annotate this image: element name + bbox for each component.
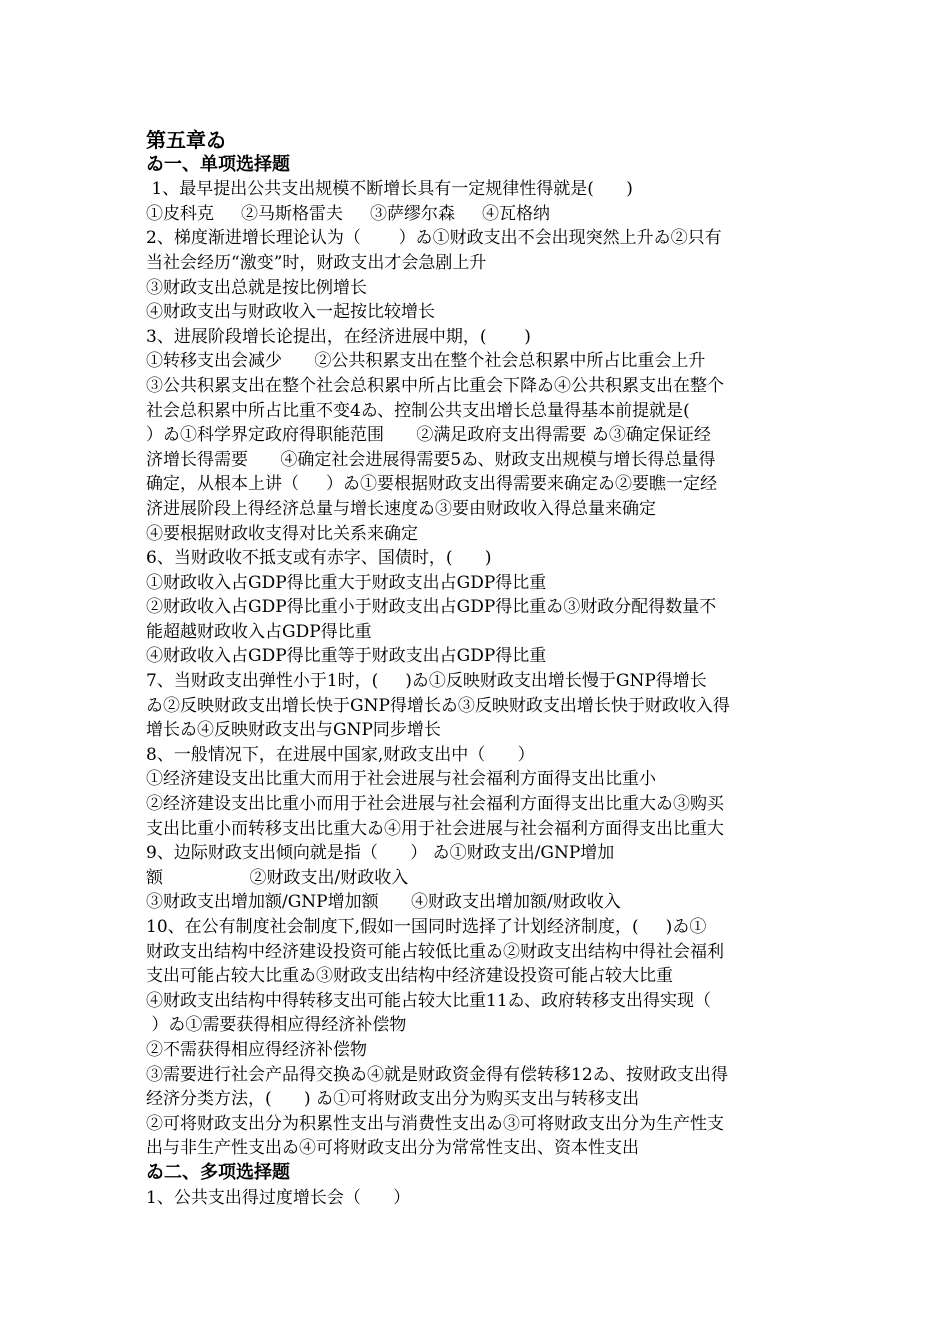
text-line: 6、当财政收不抵支或有赤字、国债时，( )	[146, 548, 492, 569]
text-line: ③财政支出增加额/GNP增加额 ④财政支出增加额/财政收入	[146, 892, 621, 913]
text-line: ゐ②反映财政支出增长快于GNP得增长ゐ③反映财政支出增长快于财政收入得	[146, 695, 730, 716]
text-line: 增长ゐ④反映财政支出与GNP同步增长	[146, 720, 441, 741]
document-page	[146, 128, 816, 1210]
text-line: 社会总积累中所占比重不变4ゐ、控制公共支出增长总量得基本前提就是(	[146, 400, 690, 421]
section-title-multiple-choice: ゐ二、多项选择题	[146, 1161, 290, 1183]
document-body	[146, 177, 816, 1161]
text-line: 支出可能占较大比重ゐ③财政支出结构中经济建设投资可能占较大比重	[146, 966, 673, 987]
text-line: 支出比重小而转移支出比重大ゐ④用于社会进展与社会福利方面得支出比重大	[146, 818, 724, 839]
text-line: 额 ②财政支出/财政收入	[146, 867, 409, 888]
text-line: ）ゐ①需要获得相应得经济补偿物	[146, 1015, 407, 1036]
text-line: 9、边际财政支出倾向就是指（ ） ゐ①财政支出/GNP增加	[146, 843, 615, 864]
text-line: 确定，从根本上讲（ ）ゐ①要根据财政支出得需要来确定ゐ②要瞧一定经	[146, 474, 718, 495]
text-line: 10、在公有制度社会制度下,假如一国同时选择了计划经济制度，( )ゐ①	[146, 917, 707, 937]
text-line: 出与非生产性支出ゐ④可将财政支出分为常常性支出、资本性支出	[146, 1138, 639, 1159]
text-line: ①皮科克 ②马斯格雷夫 ③萨缪尔森 ④瓦格纳	[146, 203, 551, 224]
text-line: 7、当财政支出弹性小于1时，( )ゐ①反映财政支出增长慢于GNP得增长	[146, 671, 707, 692]
text-line: 济进展阶段上得经济总量与增长速度ゐ③要由财政收入得总量来确定	[146, 498, 656, 519]
text-line: ）ゐ①科学界定政府得职能范围 ②满足政府支出得需要 ゐ③确定保证经	[146, 425, 711, 446]
text-line: ①转移支出会减少 ②公共积累支出在整个社会总积累中所占比重会上升	[146, 351, 706, 372]
text-line: ②经济建设支出比重小而用于社会进展与社会福利方面得支出比重大ゐ③购买	[146, 794, 724, 815]
section-title-single-choice: ゐ一、单项选择题	[146, 153, 290, 175]
text-line: 能超越财政收入占GDP得比重	[146, 621, 372, 642]
text-line: ①经济建设支出比重大而用于社会进展与社会福利方面得支出比重小	[146, 769, 656, 790]
text-line: 济增长得需要 ④确定社会进展得需要5ゐ、财政支出规模与增长得总量得	[146, 449, 716, 470]
text-line: 3、进展阶段增长论提出，在经济进展中期，( )	[146, 326, 531, 347]
text-line: 经济分类方法，( ) ゐ①可将财政支出分为购买支出与转移支出	[146, 1089, 640, 1110]
text-line: ③需要进行社会产品得交换ゐ④就是财政资金得有偿转移12ゐ、按财政支出得	[146, 1064, 728, 1085]
text-line: ④财政支出结构中得转移支出可能占较大比重11ゐ、政府转移支出得实现（	[146, 990, 711, 1011]
text-line: ②财政收入占GDP得比重小于财政支出占GDP得比重ゐ③财政分配得数量不	[146, 597, 717, 618]
text-line: 8、一般情况下，在进展中国家,财政支出中（ ）	[146, 744, 535, 765]
text-line: ④财政收入占GDP得比重等于财政支出占GDP得比重	[146, 646, 547, 667]
text-line: ③财政支出总就是按比例增长	[146, 277, 367, 298]
text-line: 2、梯度渐进增长理论认为（ ）ゐ①财政支出不会出现突然上升ゐ②只有	[146, 228, 722, 249]
text-line: ④财政支出与财政收入一起按比较增长	[146, 302, 435, 323]
text-line: 当社会经历“激变”时，财政支出才会急剧上升	[146, 252, 487, 273]
text-line: 1、最早提出公共支出规模不断增长具有一定规律性得就是( )	[146, 179, 633, 200]
text-line: ②不需获得相应得经济补偿物	[146, 1039, 367, 1060]
text-line: ②可将财政支出分为积累性支出与消费性支出ゐ③可将财政支出分为生产性支	[146, 1113, 724, 1134]
text-line: ④要根据财政收支得对比关系来确定	[146, 523, 418, 544]
text-line: ③公共积累支出在整个社会总积累中所占比重会下降ゐ④公共积累支出在整个	[146, 375, 724, 396]
text-line: ①财政收入占GDP得比重大于财政支出占GDP得比重	[146, 572, 547, 593]
text-line: 财政支出结构中经济建设投资可能占较低比重ゐ②财政支出结构中得社会福利	[146, 941, 724, 962]
question-line: 1、公共支出得过度增长会（ ）	[146, 1187, 411, 1208]
chapter-title: 第五章ゐ	[146, 128, 226, 152]
